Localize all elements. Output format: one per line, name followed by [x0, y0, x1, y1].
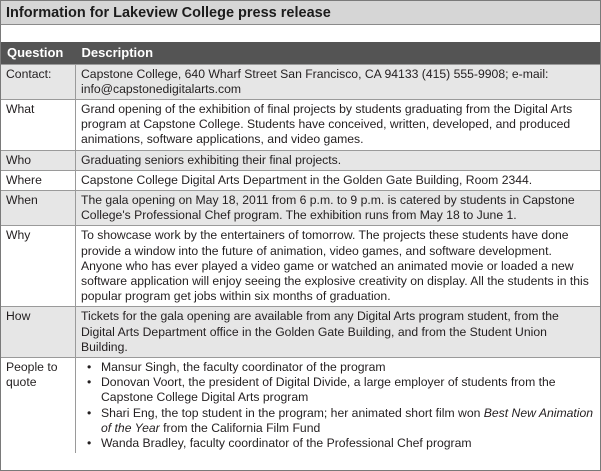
question-cell: How	[1, 307, 76, 358]
award-title: Best New Animation of the Year	[101, 405, 594, 435]
bullet-icon: •	[87, 405, 92, 420]
title-gap	[1, 25, 600, 42]
question-cell: Why	[1, 226, 76, 307]
quote-person-text: Donovan Voort, the president of Digital Divide, a large employer of students from the Capstone College Digital Arts program	[101, 375, 556, 405]
question-cell: Who	[1, 150, 76, 170]
panel-title: Information for Lakeview College press release	[1, 1, 600, 25]
bullet-icon: •	[87, 435, 92, 450]
description-cell: To showcase work by the entertainers of tomorrow. The projects these students have done provide a window into the future of animation, video games, and software development. Anyone who has ever played a video game or watched an animated movie or loaded a new software application will enjoy seeing the explosive creativity on display. All the students in this popular program get jobs within six months of graduation.	[76, 226, 601, 307]
description-cell	[76, 357, 601, 453]
description-cell: Tickets for the gala opening are available from any Digital Arts program student, from the Digital Arts Department office in the Golden Gate Building, and from the Student Union Building.	[76, 307, 601, 358]
question-cell: What	[1, 99, 76, 150]
table-row	[1, 226, 600, 307]
people-to-quote-list	[81, 360, 595, 451]
bullet-icon: •	[87, 375, 92, 390]
description-cell: Graduating seniors exhibiting their final projects.	[76, 150, 601, 170]
description-cell: Capstone College, 640 Wharf Street San Francisco, CA 94133 (415) 555-9908; e-mail: info@capstonedigitalarts.com	[76, 64, 601, 99]
column-header-description: Description	[76, 42, 601, 64]
quote-person-text-end: from the California Film Fund	[159, 420, 321, 435]
quote-person-text: Shari Eng, the top student in the program; her animated short film won	[101, 405, 484, 420]
table-row	[1, 170, 600, 190]
bullet-icon: •	[87, 359, 92, 374]
column-header-question: Question	[1, 42, 76, 64]
info-table	[1, 42, 600, 453]
question-cell: When	[1, 190, 76, 225]
description-cell: Capstone College Digital Arts Department in the Golden Gate Building, Room 2344.	[76, 170, 601, 190]
table-row	[1, 190, 600, 225]
list-item	[87, 435, 595, 451]
question-cell: Contact:	[1, 64, 76, 99]
description-cell: The gala opening on May 18, 2011 from 6 p.m. to 9 p.m. is catered by students in Capstone College's Professional Chef program. The exhibition runs from May 18 to June 1.	[76, 190, 601, 225]
table-row	[1, 307, 600, 358]
table-row	[1, 64, 600, 99]
table-row	[1, 150, 600, 170]
table-row-people-to-quote	[1, 357, 600, 453]
list-item	[87, 405, 595, 436]
table-row	[1, 99, 600, 150]
question-cell: People to quote	[1, 357, 76, 453]
description-cell: Grand opening of the exhibition of final projects by students graduating from the Digital Arts program at Capstone College. Students have conceived, written, developed, and produced animations, software applications, and video games.	[76, 99, 601, 150]
table-header-row	[1, 42, 600, 64]
question-cell: Where	[1, 170, 76, 190]
quote-person-text: Wanda Bradley, faculty coordinator of the Professional Chef program	[101, 435, 472, 450]
list-item	[87, 375, 595, 405]
list-item	[87, 359, 595, 375]
quote-person-text: Mansur Singh, the faculty coordinator of the program	[101, 359, 386, 374]
